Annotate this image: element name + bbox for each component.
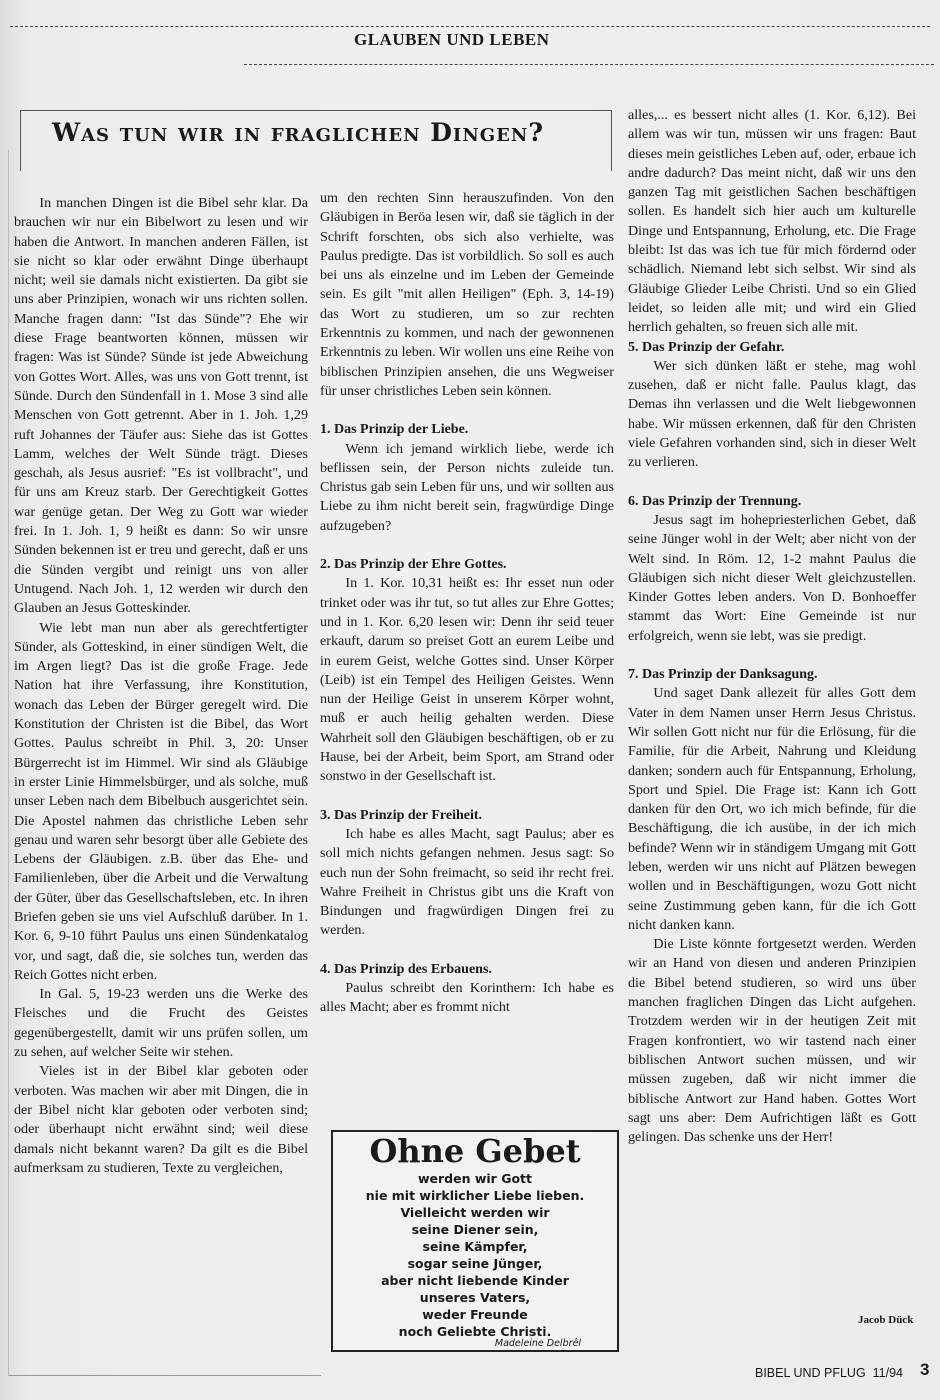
article-title: Was tun wir in fraglichen Dingen?: [52, 118, 544, 147]
page-number: 3: [920, 1360, 930, 1379]
quote-line: sogar seine Jünger,: [407, 1256, 543, 1271]
quote-line: seine Kämpfer,: [422, 1239, 528, 1254]
quote-box: [331, 1130, 619, 1352]
paragraph: alles,... es bessert nicht alles (1. Kor. 6,12). Bei allem was wir tun, müssen wir uns fragen: Baut dieses mein geistliches Leben auf, oder, erbaue ich andre dadurch? Das meint nicht, daß wir uns den ganzen Tag mit geistlichen Sachen beschäftigen sollen. Es handelt sich hier auch um kulturelle Dinge und Entspannung, Erholung, etc. Die Frage bleibt: Ist das was ich tue für mich fördernd oder schädlich. Niemand lebt sich selbst. Wir sind als Gläubige Glieder Leibe Christi. Und so ein Glied leidet, so leiden alle mit; und wird ein Glied herrlich gehalten, so freuen sich alle mit.: [628, 107, 916, 336]
paragraph: Vieles ist in der Bibel klar geboten oder verboten. Was machen wir aber mit Dingen, die in der Bibel nicht klar geboten oder verboten sind; oder überhaupt nicht erwähnt sind; weil diese damals nicht bekannt waren? Da gilt es die Bibel aufmerksam zu studieren, Texte zu vergleichen,: [14, 1063, 308, 1176]
section-heading: 2. Das Prinzip der Ehre Gottes.: [320, 557, 507, 573]
paragraph: Jesus sagt im hohepriesterlichen Gebet, daß seine Jünger wohl in der Welt; aber nicht von der Welt sind. In Röm. 12, 1-2 mahnt Paulus die Gläubigen sich nicht dieser Welt gleichzustellen. Kinder Gottes leben anders. Von D. Bonhoeffer stammt das Wort: Eine Gemeinde ist nur erfolgreich, wenn sie lebt, was sie predigt.: [628, 511, 916, 644]
section-heading: 7. Das Prinzip der Danksagung.: [628, 667, 818, 683]
author-signature: Jacob Dück: [858, 1314, 914, 1326]
quote-line: nie mit wirklicher Liebe lieben.: [365, 1188, 585, 1203]
quote-title: Ohne Gebet: [369, 1132, 581, 1170]
article-column-3: [628, 106, 916, 1147]
quote-line: werden wir Gott: [417, 1171, 532, 1186]
section-heading: 5. Das Prinzip der Gefahr.: [628, 339, 785, 355]
header-rule-bottom: [244, 64, 934, 65]
paragraph: Wie lebt man nun aber als gerechtfertigter Sünder, als Gotteskind, in einer sündigen Welt, die im Argen liegt? Das ist die große Frage. Jede Nation hat ihre Verfassung, ihre Konstitution, wonach das Leben der Bürger geregelt wird. Die Konstitution der Christen ist die Bibel, das Wort Gottes. Paulus schreibt in Phil. 3, 20: Unser Bürgerrecht ist im Himmel. Wir sind als Gläubige in erster Linie Himmelsbürger, und als solche, muß unser Leben nach dem Bibelbuch ausgerichtet sein. Die Apostel nahmen das christliche Leben sehr genau und waren sehr besorgt über alle Gebiete des Lebens der Gläubigen. z.B. über das Ehe- und Familienleben, über die Arbeit und die Verwaltung der Güter, über das Gesellschaftsleben, etc. In ihren Briefen geben sie uns viel Aufschluß darüber. In 1. Kor. 6, 9-10 führt Paulus uns einen Sündenkatalog vor, und sagt, daß die, sie solches tun, werden das Reich Gottes nicht erben.: [14, 619, 308, 983]
quote-line: aber nicht liebende Kinder: [381, 1273, 569, 1288]
paragraph: Die Liste könnte fortgesetzt werden. Werden wir an Hand von diesen und anderen Prinzipien die Bibel betend studieren, so wird uns über manchen fraglichen Dingen das Licht aufgehen. Trotzdem werden wir in der heutigen Zeit mit Fragen konfrontiert, wo wir tastend nach einer biblischen Antwort suchen müssen, und wir müssen zugeben, daß wir nicht immer die biblische Antwort zur Hand haben. Gottes Wort sagt uns aber: Dem Aufrichtigen läßt es Gott gelingen. Das schenke uns der Herr!: [628, 936, 916, 1146]
footer-publication: BIBEL UND PFLUG 11/94: [755, 1366, 903, 1380]
paragraph: In 1. Kor. 10,31 heißt es: Ihr esset nun oder trinket oder was ihr tut, so tut alles zur Ehre Gottes; und in 1. Kor. 6,20 lesen wir: Denn ihr seid teuer erkauft, darum so preiset Gott an eurem Leibe und in eurem Geist, welche Gottes sind. Unser Körper (Leib) ist ein Tempel des Heiligen Geistes. Wenn nun der Heilige Geist in unserem Körper wohnt, muß er auch heilig gehalten werden. Diese Wahrheit soll den Gläubigen beschäftigen, ob er zu Hause, bei der Arbeit, beim Sport, am Strand oder sonstwo in der Gesellschaft ist.: [320, 575, 614, 785]
quote-line: noch Geliebte Christi.: [398, 1324, 552, 1339]
paragraph: Ich habe es alles Macht, sagt Paulus; aber es soll mich nichts gefangen nehmen. Jesus sagt: So euch nun der Sohn freimacht, so seid ihr recht frei. Wahre Freiheit in Christus gibt uns die Kraft von Bindungen und fragwürdigen Dingen frei zu werden.: [320, 825, 614, 939]
paragraph: In manchen Dingen ist die Bibel sehr klar. Da brauchen wir nur ein Bibelwort zu lesen und wir haben die Antwort. In manchen anderen Fällen, ist sie nicht so klar oder erwähnt Dinge überhaupt nicht; weil sie damals nicht existierten. Da gibt sie uns aber Prinzipien, wonach wir uns richten sollen. Manche fragen dann: "Ist das Sünde"? Ehe wir diese Frage beantworten können, müssen wir fragen: Was ist Sünde? Sünde ist jede Abweichung von Gottes Wort. Alles, was uns von Gott trennt, ist Sünde. Durch den Sündenfall in 1. Mose 3 sind alle Menschen von Gott getrennt. Aber in 1. Joh. 1,29 ruft Johannes der Täufer aus: Siehe das ist Gottes Lamm, welches der Welt Sünde trägt. Dieses geschah, als Jesus ausrief: "Es ist vollbracht", und für uns am Kreuz starb. Der Gerechtigkeit Gottes war genüge getan. Der Weg zu Gott war wieder frei. In 1. Joh. 1, 9 heißt es dann: So wir unsre Sünden bekennen ist er treu und gerecht, daß er uns die Sünden vergibt und reinigt uns von aller Untugend. Nach Joh. 1, 12 werden wir durch den Glauben an Jesus Gotteskinder.: [14, 195, 308, 617]
paragraph: Wer sich dünken läßt er stehe, mag wohl zusehen, daß er nicht falle. Paulus klagt, das Demas ihn verlassen und die Welt liebgewonnen habe. Wir müssen erkennen, daß für den Christen viele Gefahren vorhanden sind, sich in dieser Welt zu verlieren.: [628, 357, 916, 471]
section-heading: 1. Das Prinzip der Liebe.: [320, 422, 469, 438]
section-heading: 3. Das Prinzip der Freiheit.: [320, 807, 483, 823]
paragraph: In Gal. 5, 19-23 werden uns die Werke des Fleisches und die Frucht des Geistes gegenübergestellt, damit wir uns prüfen sollen, um zu sehen, auf welcher Seite wir stehen.: [14, 986, 308, 1061]
article-column-2: [320, 189, 614, 1018]
quote-author: Madeleine Delbrêl: [494, 1338, 581, 1349]
article-column-1: [14, 194, 308, 1178]
quote-line: weder Freunde: [422, 1307, 528, 1322]
section-heading: 6. Das Prinzip der Trennung.: [628, 493, 802, 509]
header-rule-top: [10, 26, 930, 27]
section-title: GLAUBEN UND LEBEN: [354, 30, 550, 49]
quote-line: unseres Vaters,: [419, 1290, 531, 1305]
paragraph: Und saget Dank allezeit für alles Gott dem Vater in dem Namen unser Herrn Jesus Christus. Wir sollen Gott nicht nur für die Erlösung, für die Familie, für die Arbeit, Nahrung und Kleidung danken; sondern auch für Entspannung, Erholung, Sport und Spiel. Die Frage ist: Kann ich Gott danken für den Ort, wo ich mich befinde, für die Beschäftigung, die ich ausübe, in der ich mich befinde? Wenn wir in ständigem Umgang mit Gott leben, werden wir uns nicht auf Plätzen bewegen wollen und in Beschäftigungen, wozu Gott nicht seine Zustimmung geben kann, für die ich Gott nicht danken kann.: [628, 685, 916, 933]
section-heading: 4. Das Prinzip des Erbauens.: [320, 961, 492, 977]
quote-line: seine Diener sein,: [411, 1222, 539, 1237]
paragraph: um den rechten Sinn herauszufinden. Von den Gläubigen in Beröa lesen wir, daß sie täglich in der Schrift forschten, obs sich also verhielte, was Paulus predigte. Das ist vorbildlich. So soll es auch bei uns als einzelne und im Leben der Gemeinde sein. Es gilt "mit allen Heiligen" (Eph. 3, 14-19) das Wort zu studieren, um so zur rechten Erkenntnis zu kommen, und nach der gewonnenen Erkenntnis zu leben. Wir wollen uns eine Reihe von biblischen Prinzipien ansehen, die uns Wegweiser für unser christliches Leben sein können.: [320, 190, 614, 399]
paragraph: Wenn ich jemand wirklich liebe, werde ich beflissen sein, der Person nichts zuleide tun. Christus gab sein Leben für uns, und wir sollten aus Liebe zu ihm nicht bereit sein, fragwürdige Dinge aufzugeben?: [320, 440, 614, 534]
paragraph: Paulus schreibt den Korinthern: Ich habe es alles Macht; aber es frommt nicht: [320, 979, 614, 1016]
quote-line: Vielleicht werden wir: [400, 1205, 550, 1220]
